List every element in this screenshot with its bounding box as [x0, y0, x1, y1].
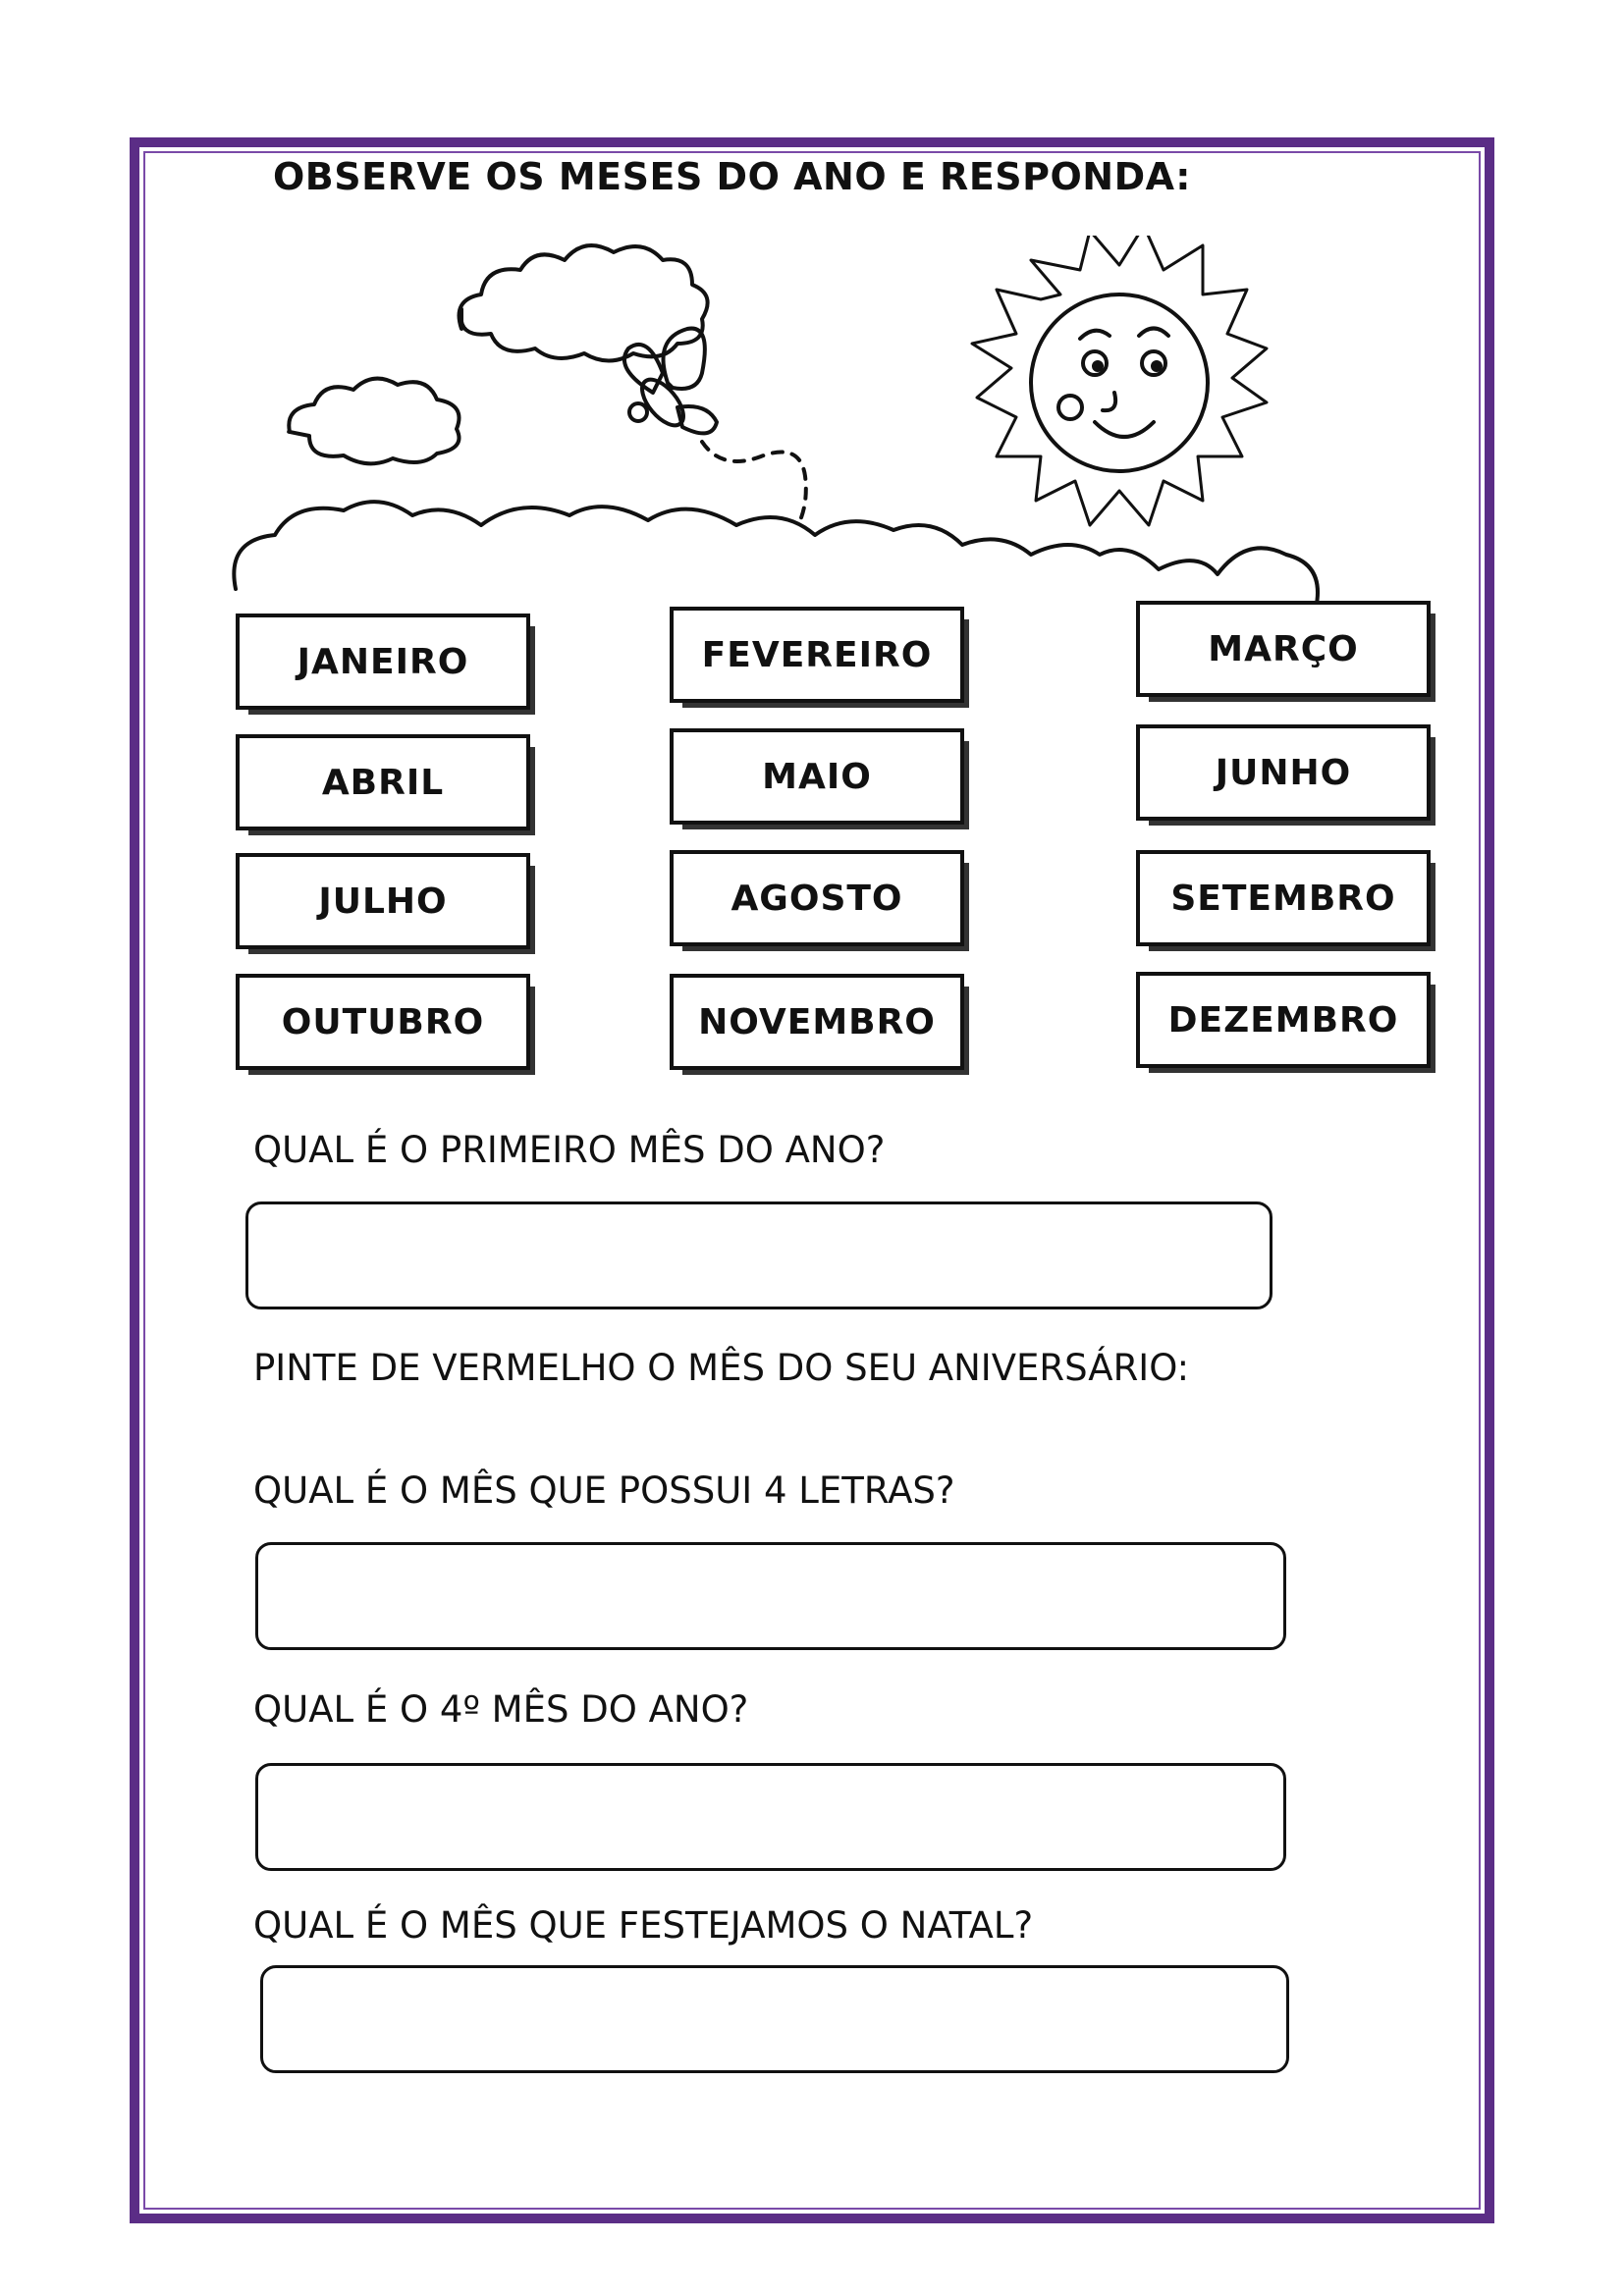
question-birthday-month: PINTE DE VERMELHO O MÊS DO SEU ANIVERSÁRIO: — [253, 1347, 1190, 1389]
month-box-janeiro[interactable]: JANEIRO — [236, 614, 530, 710]
month-box-novembro[interactable]: NOVEMBRO — [670, 974, 964, 1070]
month-box-julho[interactable]: JULHO — [236, 853, 530, 949]
answer-first-month-input[interactable] — [245, 1201, 1272, 1309]
question-christmas-month: QUAL É O MÊS QUE FESTEJAMOS O NATAL? — [253, 1904, 1034, 1947]
month-box-dezembro[interactable]: DEZEMBRO — [1136, 972, 1431, 1068]
cloud-icon — [234, 502, 1330, 609]
answer-christmas-month-input[interactable] — [260, 1965, 1289, 2073]
month-box-agosto[interactable]: AGOSTO — [670, 850, 964, 946]
question-fourth-month: QUAL É O 4º MÊS DO ANO? — [253, 1688, 749, 1731]
month-box-outubro[interactable]: OUTUBRO — [236, 974, 530, 1070]
sky-illustration — [216, 236, 1453, 609]
cloud-icon — [460, 245, 708, 360]
cloud-icon — [289, 379, 459, 464]
sun-icon — [972, 236, 1267, 525]
question-four-letters: QUAL É O MÊS QUE POSSUI 4 LETRAS? — [253, 1469, 955, 1512]
month-box-fevereiro[interactable]: FEVEREIRO — [670, 607, 964, 703]
month-box-abril[interactable]: ABRIL — [236, 734, 530, 830]
worksheet-title: OBSERVE OS MESES DO ANO E RESPONDA: — [273, 155, 1191, 198]
month-box-setembro[interactable]: SETEMBRO — [1136, 850, 1431, 946]
answer-four-letters-input[interactable] — [255, 1542, 1286, 1650]
month-box-marco[interactable]: MARÇO — [1136, 601, 1431, 697]
question-first-month: QUAL É O PRIMEIRO MÊS DO ANO? — [253, 1129, 886, 1171]
month-box-junho[interactable]: JUNHO — [1136, 724, 1431, 821]
answer-fourth-month-input[interactable] — [255, 1763, 1286, 1871]
month-box-maio[interactable]: MAIO — [670, 728, 964, 825]
